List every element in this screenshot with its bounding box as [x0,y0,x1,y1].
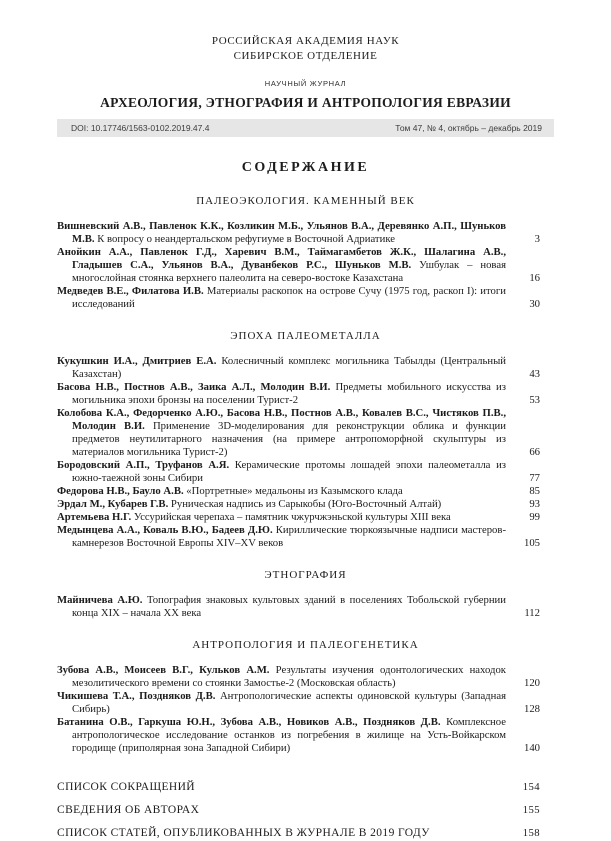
toc-sections [57,195,554,755]
entry-title: Материалы раскопок на острове Сучу (1975 год, раскоп I): итоги исследований [72,285,507,310]
section-block [57,639,554,755]
entry-title: Руническая надпись из Сарыкобы (Юго-Восточный Алтай) [170,498,442,510]
entry-title: Колесничный комплекс могильника Табылды (Центральный Казахстан) [72,355,507,380]
section-title: ЭПОХА ПАЛЕОМЕТАЛЛА [230,330,381,342]
doi-bar [57,119,554,137]
entry-title: Ушбулак – новая многослойная стоянка верхнего палеолита на северо-востоке Казахстана [72,259,506,284]
entry-page: 105 [523,537,540,549]
entry-authors: Чикишева Т.А., Поздняков Д.В. [57,690,216,702]
backmatter-label: СПИСОК СТАТЕЙ, ОПУБЛИКОВАННЫХ В ЖУРНАЛЕ В 2019 ГОДУ [57,827,430,839]
entry-page: 66 [529,446,540,458]
entry-page: 53 [529,394,540,406]
toc-entry [57,716,554,755]
entry-text [57,716,506,755]
entry-page: 43 [529,368,540,380]
section-entries [57,664,554,755]
toc-entry [57,246,554,285]
entry-page: 128 [523,703,540,715]
journal-title: АРХЕОЛОГИЯ, ЭТНОГРАФИЯ И АНТРОПОЛОГИЯ ЕВРАЗИИ [100,95,511,110]
entry-authors: Батанина О.В., Гаркуша Ю.Н., Зубова А.В., Новиков А.В., Поздняков Д.В. [57,716,441,728]
entry-page: 93 [529,498,540,510]
entry-page: 120 [523,677,540,689]
entry-text [57,690,506,716]
entry-title: Применение 3D-моделирования для реконструкции облика и функции предметов неутилитарного назначения (на примере антропоморфной скульптуры из материалов могильника Турист-2) [72,420,506,458]
toc-entry [57,220,554,246]
entry-page: 77 [529,472,540,484]
toc-entry [57,690,554,716]
entry-text [57,511,506,524]
entry-title: Керамические протомы лошадей эпохи палеометалла из южно-таежной зоны Сибири [72,459,507,484]
doi-text: DOI: 10.17746/1563-0102.2019.47.4 [71,123,210,133]
entry-page: 140 [523,742,540,754]
entry-title: Антропологические аспекты одиновской культуры (Западная Сибирь) [72,690,507,715]
masthead [57,34,554,137]
entry-page: 3 [534,233,540,245]
entry-page: 99 [529,511,540,523]
section-entries [57,355,554,550]
toc-entry [57,664,554,690]
back-matter [57,779,554,841]
contents-title: СОДЕРЖАНИЕ [241,160,370,175]
backmatter-page: 154 [522,781,540,793]
toc-entry [57,285,554,311]
entry-page: 30 [529,298,540,310]
entry-title: К вопросу о неандертальском рефугиуме в Восточной Адриатике [97,233,395,245]
entry-authors: Бородовский А.П., Труфанов А.Я. [57,459,230,471]
toc-entry [57,498,554,511]
section-title: АНТРОПОЛОГИЯ И ПАЛЕОГЕНЕТИКА [192,639,419,651]
entry-authors: Колобова К.А., Федорченко А.Ю., Басова Н.В., Постнов А.В., Ковалев В.С., Чистяков П.В., Молодин В.И. [57,407,506,432]
backmatter-row [57,779,554,795]
entry-authors: Федорова Н.В., Бауло А.В. [57,485,184,497]
backmatter-label: СПИСОК СОКРАЩЕНИЙ [57,781,196,793]
entry-authors: Кукушкин И.А., Дмитриев Е.А. [57,355,217,367]
entry-text [57,355,506,381]
entry-authors: Эрдал М., Кубарев Г.В. [57,498,169,510]
entry-page: 112 [524,607,540,619]
academy-name: РОССИЙСКАЯ АКАДЕМИЯ НАУК [211,35,400,47]
toc-entry [57,485,554,498]
entry-title: Кириллические тюркоязычные надписи мастеров-камнерезов Восточной Европы XIV–XV веков [72,524,507,549]
section-entries [57,594,554,620]
section-entries [57,220,554,311]
entry-text [57,381,506,407]
entry-text [57,594,506,620]
entry-title: Комплексное антропологическое исследование останков из погребения в жилище на Усть-Войкарском городище (приполярная зона Западной Сибири) [72,716,506,754]
branch-name: СИБИРСКОЕ ОТДЕЛЕНИЕ [233,50,378,62]
toc-entry [57,407,554,459]
backmatter-row [57,802,554,818]
entry-authors: Анойкин А.А., Павленок Г.Д., Харевич В.М., Таймагамбетов Ж.К., Шалагина А.В., Гладышев С.А., Ульянов В.А., Дуванбеков Р.С., Шуньков М.В. [57,246,506,271]
section-block [57,569,554,620]
toc-entry [57,381,554,407]
section-block [57,330,554,550]
backmatter-page: 158 [522,827,540,839]
backmatter-page: 155 [522,804,540,816]
entry-page: 85 [529,485,540,497]
entry-title: Уссурийская черепаха – памятник чжурчжэньской культуры XIII века [133,511,451,523]
entry-title: Предметы мобильного искусства из могильника эпохи бронзы на поселении Турист-2 [72,381,506,406]
entry-title: Топография знаковых культовых зданий в поселениях Тобольской губернии конца XIX – начала XX века [72,594,506,619]
section-block [57,195,554,311]
entry-authors: Медведев В.Е., Филатова И.В. [57,285,204,297]
backmatter-label: СВЕДЕНИЯ ОБ АВТОРАХ [57,804,200,816]
entry-text [57,498,506,511]
entry-text [57,664,506,690]
entry-authors: Артемьева Н.Г. [57,511,132,523]
toc-entry [57,459,554,485]
entry-title: «Портретные» медальоны из Казымского клада [186,485,403,497]
section-title: ПАЛЕОЭКОЛОГИЯ. КАМЕННЫЙ ВЕК [196,195,415,207]
entry-authors: Майничева А.Ю. [57,594,143,606]
entry-text [57,246,506,285]
issue-text: Том 47, № 4, октябрь – декабрь 2019 [395,123,542,133]
entry-authors: Вишневский А.В., Павленок К.К., Козликин М.Б., Ульянов В.А., Деревянко А.П., Шуньков М.В. [57,220,506,245]
section-title: ЭТНОГРАФИЯ [264,569,347,581]
entry-title: Результаты изучения одонтологических находок мезолитического времени со стоянки Замостье-2 (Московская область) [72,664,506,689]
entry-text [57,459,506,485]
toc-entry [57,511,554,524]
entry-authors: Зубова А.В., Моисеев В.Г., Кульков А.М. [57,664,270,676]
toc-entry [57,355,554,381]
toc-entry [57,594,554,620]
backmatter-row [57,825,554,841]
entry-text [57,485,506,498]
entry-text [57,407,506,459]
entry-page: 16 [529,272,540,284]
toc-entry [57,524,554,550]
entry-authors: Медынцева А.А., Коваль В.Ю., Бадеев Д.Ю. [57,524,273,536]
entry-text [57,220,506,246]
entry-text [57,524,506,550]
journal-type-label: НАУЧНЫЙ ЖУРНАЛ [264,79,347,88]
entry-text [57,285,506,311]
entry-authors: Басова Н.В., Постнов А.В., Заика А.Л., Молодин В.И. [57,381,331,393]
